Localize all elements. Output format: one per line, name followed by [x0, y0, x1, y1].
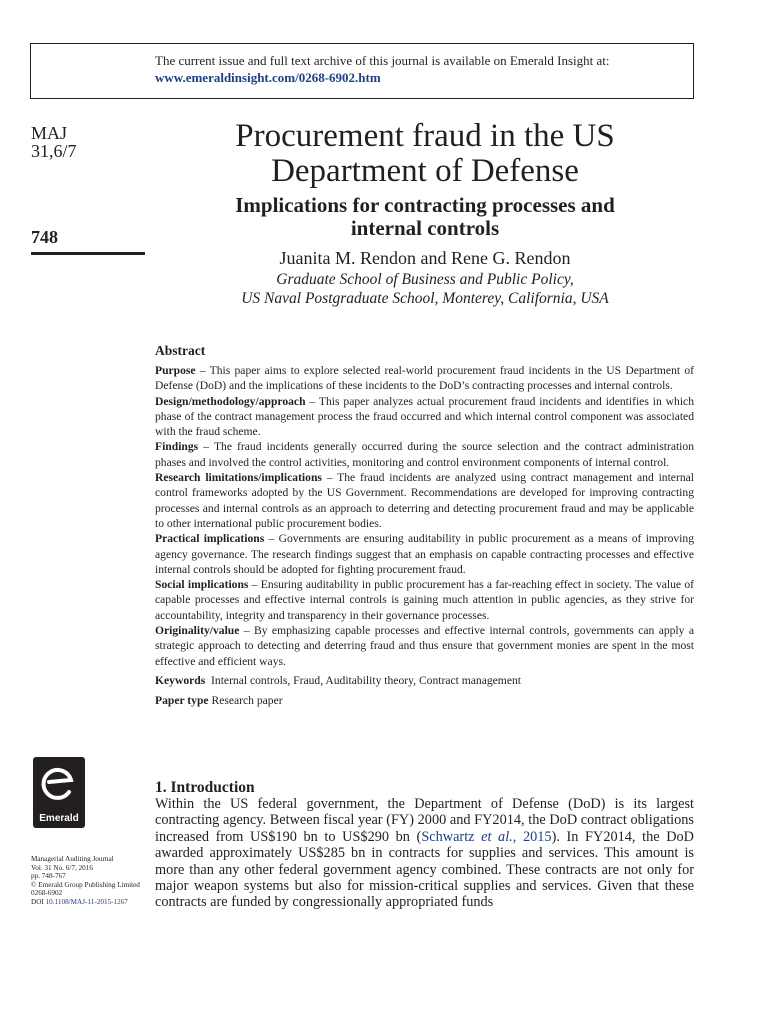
- cite-author: Schwartz: [421, 828, 482, 845]
- page-range: pp. 748-767: [31, 872, 66, 881]
- title-line-1: Procurement fraud in the US: [235, 118, 615, 154]
- abstract-text: The fraud incidents are analyzed using contract management and internal control frameworks adopted by the US Government. Recommendations are developed for improving contracting processes and internal controls as an approach to deterring and detecting procurement fraud and may be applicable to other international public procurement bodies.: [155, 471, 694, 530]
- access-notice-text: The current issue and full text archive of this journal is available on Emerald Insight at:: [155, 53, 610, 68]
- abstract-heading: Abstract: [155, 343, 206, 358]
- abstract-separator: –: [321, 471, 338, 485]
- volume-info: Vol. 31 No. 6/7, 2016: [31, 863, 93, 872]
- introduction-paragraph: [155, 796, 694, 911]
- keywords-text: Internal controls, Fraud, Auditability theory, Contract management: [211, 673, 521, 687]
- affiliation: [160, 270, 690, 308]
- abstract-research-limitations: [155, 470, 694, 531]
- access-notice-box: [30, 43, 694, 99]
- abstract-label: Purpose: [155, 364, 196, 377]
- authors: Juanita M. Rendon and Rene G. Rendon: [279, 248, 571, 268]
- abstract-label: Research limitations/implications: [155, 471, 322, 485]
- abstract-separator: –: [248, 578, 261, 592]
- issn: 0268-6902: [31, 889, 63, 898]
- doi: [31, 898, 149, 907]
- abstract-separator: –: [198, 440, 214, 454]
- doi-link[interactable]: 10.1108/MAJ-11-2015-1267: [45, 897, 128, 906]
- abstract-label: Social implications: [155, 578, 249, 592]
- abstract-text: This paper aims to explore selected real-world procurement fraud incidents in the US Department of Defense (DoD) and the implications of these incidents to the DoD’s contracting processes and internal controls.: [155, 364, 694, 393]
- abstract-label: Design/methodology/approach: [155, 394, 306, 408]
- introduction-heading: 1. Introduction: [155, 779, 255, 796]
- keywords: [155, 673, 694, 688]
- abstract-text: By emphasizing capable processes and effective internal controls, governments can apply a strategic approach to detecting and deterring fraud and thus ensure that government monies are spent in the most effective and efficient ways.: [155, 624, 695, 668]
- emerald-logo: [33, 757, 85, 828]
- abstract-text: This paper analyzes actual procurement fraud incidents and identifies in which phase of the contract management process the fraud occurred and which internal control component was associated with the fraud scheme.: [155, 394, 694, 439]
- journal-abbreviation: [31, 124, 149, 160]
- abstract-design: [155, 394, 694, 440]
- abstract: [155, 343, 694, 709]
- journal-abbr-name: MAJ: [31, 123, 68, 143]
- affiliation-line-2: US Naval Postgraduate School, Monterey, California, USA: [241, 290, 609, 307]
- paper-type-text: Research paper: [211, 694, 283, 708]
- emerald-logo-text: Emerald: [39, 813, 79, 824]
- journal-name: Managerial Auditing Journal: [31, 855, 114, 863]
- keywords-label: Keywords: [155, 673, 206, 687]
- abstract-text: The fraud incidents generally occurred during the source selection and the contract administration phases and involved the control activities, monitoring and control environment components of internal control.: [155, 440, 694, 469]
- paper-type-label: Paper type: [155, 694, 209, 708]
- title-line-2: Department of Defense: [271, 153, 579, 189]
- article-title: [160, 119, 690, 189]
- abstract-separator: –: [305, 394, 319, 408]
- intro-text-2: ). In FY2014, the DoD awarded approximately US$285 bn in contracts for supplies and services. This amount is more than any other federal government agency combined. These contracts are not only for major weapon systems but also for mission-critical supplies and services. Given that these contracts are funded by congressionally appropriated funds: [155, 828, 694, 911]
- doi-label: DOI: [31, 897, 46, 906]
- abstract-purpose: [155, 363, 694, 394]
- intro-text-1: Within the US federal government, the Department of Defense (DoD) is its largest contracting agency. Between fiscal year (FY) 2000 and FY2014, the DoD contract obligations increased from US$190 bn to US$290 bn (: [155, 796, 694, 845]
- abstract-originality: [155, 623, 694, 669]
- emerald-e-icon: [39, 762, 79, 806]
- abstract-practical-implications: [155, 531, 694, 577]
- abstract-text: Governments are ensuring auditability in public procurement as a means of improving agency governance. The research findings suggest that an emphasis on capable contracting processes and effective internal controls should be adopted for fighting procurement fraud.: [155, 532, 694, 576]
- abstract-findings: [155, 439, 694, 470]
- abstract-separator: –: [195, 364, 210, 377]
- copyright: © Emerald Group Publishing Limited: [31, 880, 140, 889]
- cite-etal: et al.: [481, 828, 513, 845]
- affiliation-line-1: Graduate School of Business and Public Policy,: [276, 271, 574, 288]
- paper-type: [155, 693, 694, 708]
- abstract-label: Originality/value: [155, 624, 240, 638]
- sidebar-divider: [31, 252, 145, 255]
- abstract-text: Ensuring auditability in public procurement has a far-reaching effect in society. The value of capable processes and effective internal controls is gaining much attention in public agencies, as they strive for accountability, integrity and transparency in their governance processes.: [155, 578, 694, 622]
- journal-volume-issue: 31,6/7: [31, 141, 77, 161]
- citation-link[interactable]: [421, 829, 551, 845]
- journal-url-link[interactable]: www.emeraldinsight.com/0268-6902.htm: [155, 70, 381, 85]
- abstract-separator: –: [239, 624, 254, 638]
- article-subtitle: [160, 194, 690, 240]
- publication-info: [31, 855, 149, 907]
- abstract-separator: –: [264, 532, 279, 546]
- subtitle-line-2: internal controls: [350, 216, 500, 240]
- abstract-label: Findings: [155, 440, 199, 454]
- cite-year: , 2015: [512, 828, 552, 845]
- abstract-social-implications: [155, 577, 694, 623]
- page-number: 748: [31, 227, 58, 247]
- subtitle-line-1: Implications for contracting processes and: [235, 193, 615, 217]
- abstract-label: Practical implications: [155, 532, 265, 546]
